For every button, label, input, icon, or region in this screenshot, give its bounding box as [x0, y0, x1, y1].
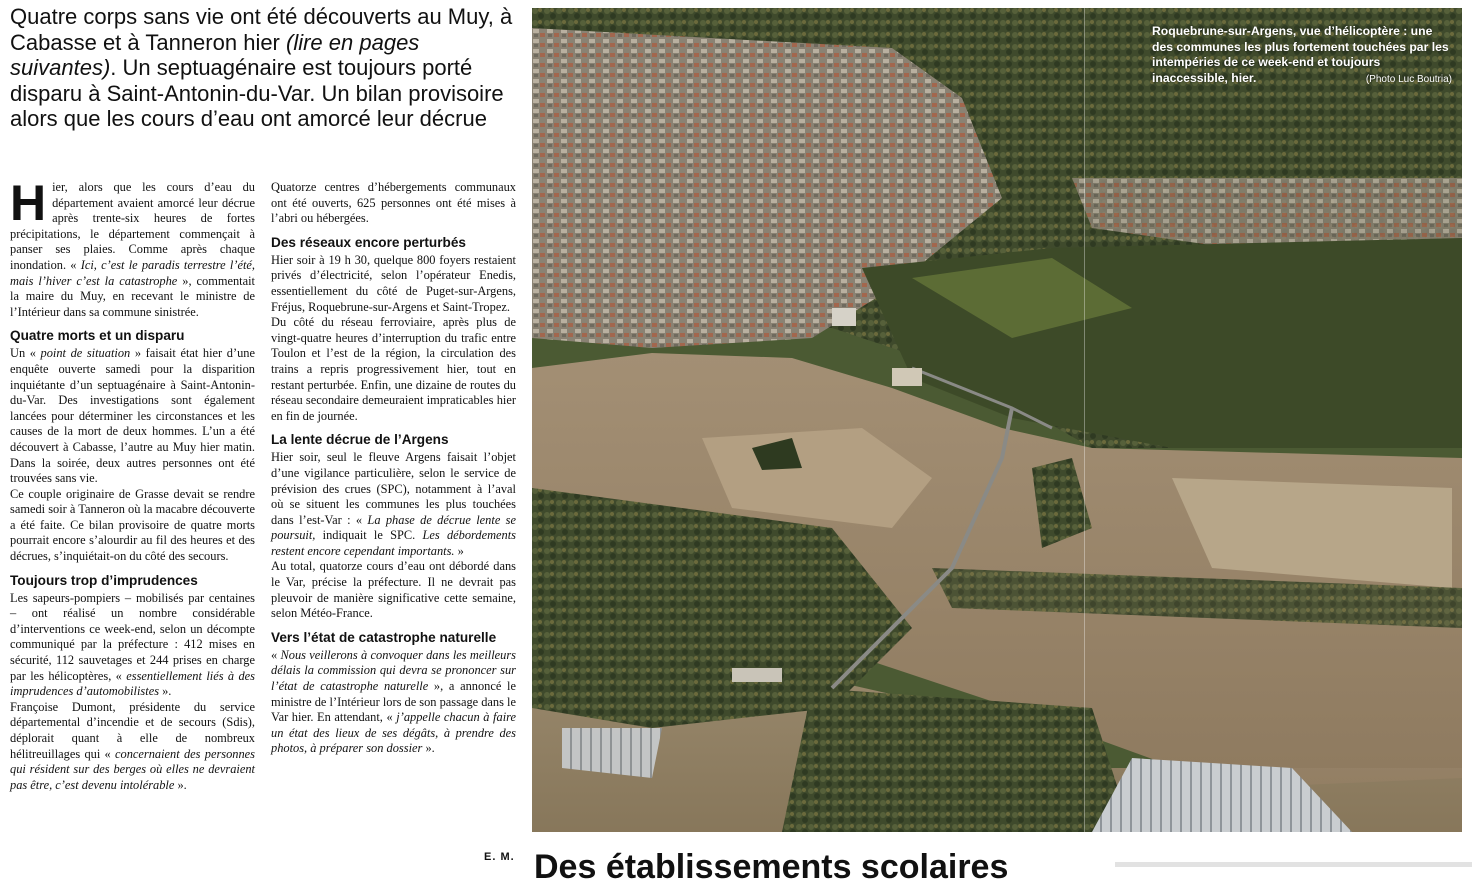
headline-italic: (lire en pages suivantes)	[10, 29, 420, 80]
section-heading-reseaux: Des réseaux encore perturbés	[271, 234, 466, 250]
dropcap: H	[10, 175, 47, 231]
paragraph: Quatorze centres d’hébergements communaux ont été ouverts, 625 personnes ont été mises à l’abri ou hébergées.	[271, 180, 516, 226]
paragraph: « Nous veillerons à convoquer dans les meilleurs délais la commission qui devra se prononcer sur l’état de catastrophe naturelle », a annoncé le ministre de l’Intérieur lors de son passage dans le Var hier. En attendant, « j’appelle chacun à faire un état des lieux de ses dégâts, à prendre des photos, à préparer son dossier ».	[271, 647, 517, 756]
article-column-2	[271, 180, 516, 757]
aerial-flood-photo	[532, 8, 1462, 832]
aerial-photo-illustration	[532, 8, 1462, 832]
section-heading-argens: La lente décrue de l’Argens	[271, 432, 449, 448]
paragraph: Au total, quatorze cours d’eau ont débordé dans le Var, précise la préfecture. Il ne devrait pas pleuvoir de manière significative cette semaine, selon Météo-France.	[271, 559, 516, 621]
section-heading-catastrophe: Vers l’état de catastrophe naturelle	[271, 629, 497, 645]
author-signature: E. M.	[484, 851, 515, 863]
headline-part1: Quatre corps sans vie ont été découverts au Muy, à Cabasse et à Tanneron hier	[10, 4, 513, 55]
intro-paragraph: Hier, alors que les cours d’eau du département avaient amorcé leur décrue après trente-six heures de fortes précipitations, le département commençait à panser ses plaies. Comme après chaque inondation. « Ici, c’est le paradis terrestre l’été, mais l’hiver c’est la catastrophe », commentait la maire du Muy, en recevant le ministre de l’Intérieur dans sa commune sinistrée.	[10, 175, 255, 319]
page-fold	[1084, 8, 1085, 832]
next-article-headline: Des établissements scolaires	[534, 848, 1009, 886]
paragraph: Du côté du réseau ferroviaire, après plus de vingt-quatre heures d’interruption du trafic entre Toulon et l’est de la région, la circulation des trains a repris progressivement hier, tout en restant perturbée. Enfin, une dizaine de routes du réseau secondaire demeuraient impraticables hier en fin de journée.	[271, 315, 516, 423]
section-heading-imprudences: Toujours trop d’imprudences	[10, 572, 198, 588]
paragraph: Hier soir à 19 h 30, quelque 800 foyers restaient privés d’électricité, selon l’opérateur Enedis, essentiellement du côté de Puget-sur-Argens, Fréjus, Roquebrune-sur-Argens et Saint-Tropez.	[271, 252, 516, 314]
paragraph: Françoise Dumont, présidente du service départemental d’incendie et de secours (Sdis), déplorait quant à elle de nombreux hélitreuillages qui « concernaient des personnes qui résident sur des berges où elles ne devraient pas être, c’est devenu intolérable ».	[10, 699, 255, 792]
paragraph: Ce couple originaire de Grasse devait se rendre samedi soir à Tanneron où la macabre découverte a été faite. Ce bilan provisoire de quatre morts pourrait encore s’alourdir au fil des heures et des décrues, s’inquiétait-on du côté des secours.	[10, 486, 255, 564]
headline-part2: . Un septuagénaire est toujours porté disparu à Saint-Antonin-du-Var. Un bilan provisoire alors que les cours d’eau ont amorcé leur décrue	[10, 55, 504, 131]
caption-text: Roquebrune-sur-Argens, vue d’hélicoptère : une des communes les plus fortement touchées par les intempéries de ce week-end et toujours inaccessible, hier.	[1152, 24, 1449, 85]
paragraph: Les sapeurs-pompiers – mobilisés par centaines – ont réalisé un nombre considérable d’interventions ce week-end, selon un décompte communiqué par la préfecture : 412 mises en sécurité, 112 sauvetages et 244 prises en charge par les hélicoptères, « essentiellement liés à des imprudences d’automobilistes ».	[10, 590, 255, 699]
photo-caption	[1152, 24, 1452, 87]
paragraph: Hier soir, seul le fleuve Argens faisait l’objet d’une vigilance particulière, selon le service de prévision des crues (SPC), notamment à l’aval où se situent les communes les plus touchées dans l’est-Var : « La phase de décrue lente se poursuit, indiquait le SPC. Les débordements restent encore cependant importants. »	[271, 450, 516, 558]
section-heading-quatre-morts: Quatre morts et un disparu	[10, 328, 185, 344]
grey-strip	[1115, 862, 1472, 867]
paragraph: Un « point de situation » faisait état hier d’une enquête ouverte samedi pour la disparition inquiétante d’un septuagénaire à Saint-Antonin-du-Var. Des investigations sont également lancées pour déterminer les circonstances et les causes de la mort de deux hommes. L’un a été découvert à Cabasse, l’autre au Muy hier matin. Dans la soirée, deux autres personnes ont été trouvées sans vie.	[10, 346, 255, 486]
photo-credit: (Photo Luc Boutria)	[1365, 73, 1452, 85]
article-column-1	[10, 175, 255, 793]
article-headline	[10, 4, 520, 132]
